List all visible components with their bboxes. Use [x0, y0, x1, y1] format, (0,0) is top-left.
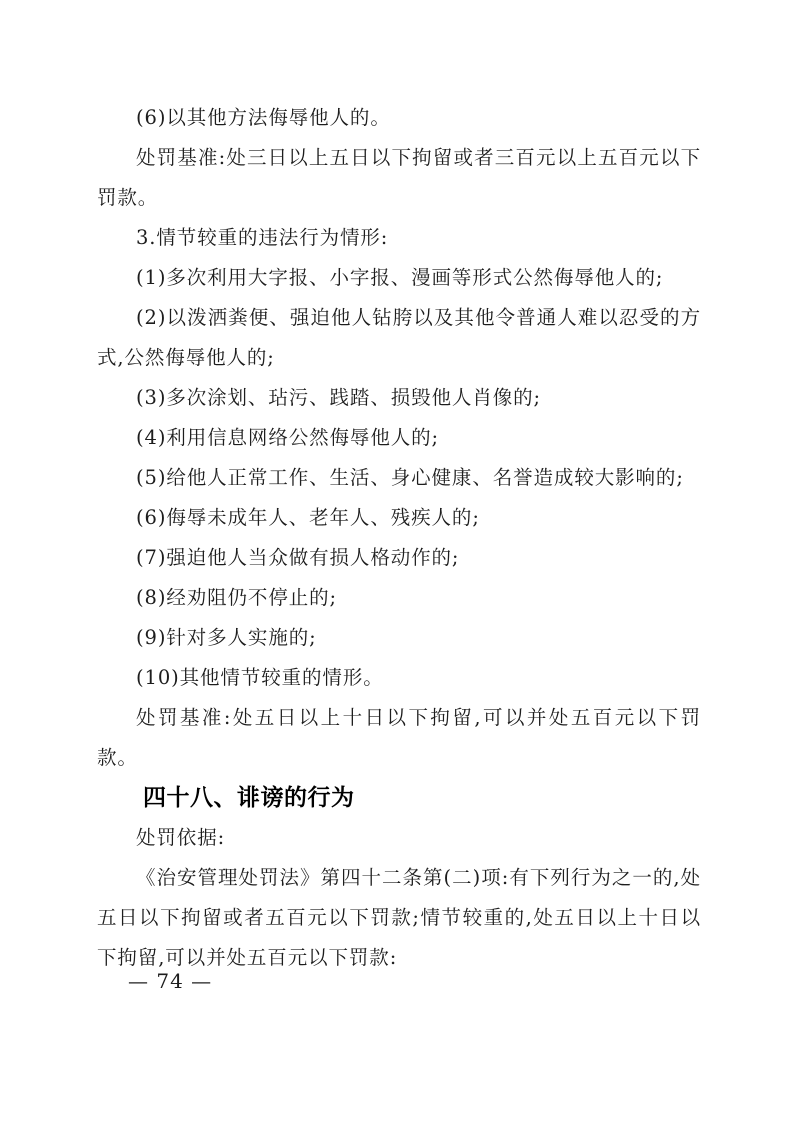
- section-48-heading: 四十八、诽谤的行为: [143, 785, 355, 811]
- body-paragraph: (6)侮辱未成年人、老年人、残疾人的;: [136, 506, 480, 529]
- body-paragraph: (8)经劝阻仍不停止的;: [136, 586, 337, 609]
- punishment-standard-paragraph: 处罚基准:处五日以上十日以下拘留,可以并处五百元以下罚款。: [97, 706, 701, 769]
- body-paragraph: (3)多次涂划、玷污、践踏、损毁他人肖像的;: [136, 386, 541, 409]
- punishment-standard-paragraph: 处罚基准:处三日以上五日以下拘留或者三百元以上五百元以下罚款。: [97, 146, 701, 209]
- body-paragraph: (2)以泼洒粪便、强迫他人钻胯以及其他令普通人难以忍受的方式,公然侮辱他人的;: [97, 306, 701, 369]
- body-paragraph: (4)利用信息网络公然侮辱他人的;: [136, 426, 439, 449]
- body-paragraph: (10)其他情节较重的情形。: [136, 666, 384, 689]
- document-body: [97, 98, 701, 978]
- legal-citation-paragraph: 《治安管理处罚法》第四十二条第(二)项:有下列行为之一的,处五日以下拘留或者五百元以下罚款;情节较重的,处五日以上十日以下拘留,可以并处五百元以下罚款:: [97, 866, 701, 969]
- body-paragraph: 3.情节较重的违法行为情形:: [136, 226, 389, 249]
- page-number: — 74 —: [128, 969, 213, 993]
- body-paragraph: (7)强迫他人当众做有损人格动作的;: [136, 546, 460, 569]
- punishment-basis-label: 处罚依据:: [136, 826, 226, 849]
- body-paragraph: (9)针对多人实施的;: [136, 626, 317, 649]
- body-paragraph: (1)多次利用大字报、小字报、漫画等形式公然侮辱他人的;: [136, 266, 664, 289]
- body-paragraph: (6)以其他方法侮辱他人的。: [136, 106, 391, 129]
- body-paragraph: (5)给他人正常工作、生活、身心健康、名誉造成较大影响的;: [136, 466, 684, 489]
